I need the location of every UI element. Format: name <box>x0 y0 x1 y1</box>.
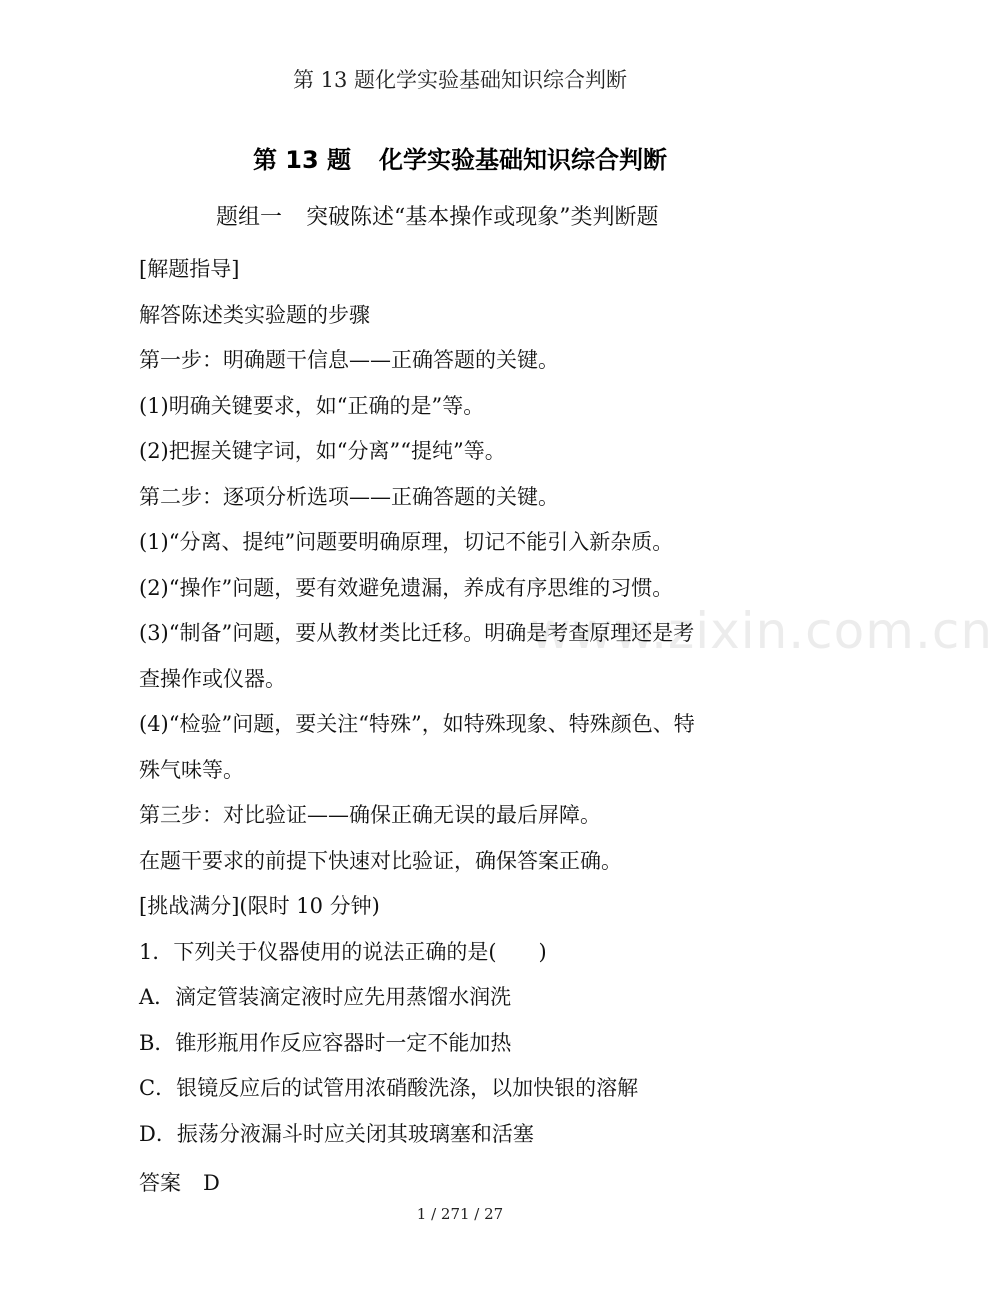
body-line-step-two-item-1: (1)“分离、提纯”问题要明确原理，切记不能引入新杂质。 <box>139 530 674 554</box>
page-number: 1 / 271 / 27 <box>416 1205 504 1223</box>
body-line-challenge-heading: [挑战满分](限时 10 分钟) <box>139 894 380 918</box>
body-line-step-two-item-4-cont: 殊气味等。 <box>139 757 244 782</box>
watermark: www.zixin.com.cn <box>530 602 993 660</box>
body-line-step-one: 第一步：明确题干信息——正确答题的关键。 <box>139 348 559 372</box>
answer-value: D <box>203 1171 220 1195</box>
subtitle-group: 题组一 <box>216 205 283 230</box>
body-line-steps-intro: 解答陈述类实验题的步骤 <box>139 302 370 327</box>
title-number: 第 13 题 <box>252 146 352 174</box>
body-line-step-three: 第三步：对比验证——确保正确无误的最后屏障。 <box>139 803 601 827</box>
question-stem: 1．下列关于仪器使用的说法正确的是( ) <box>139 939 547 964</box>
body-line-step-two-item-3: (3)“制备”问题，要从教材类比迁移。明确是考查原理还是考 <box>139 621 695 645</box>
body-line-step-two-item-3-cont: 查操作或仪器。 <box>139 666 286 691</box>
body-line-step-one-item-2: (2)把握关键字词，如“分离”“提纯”等。 <box>139 439 506 463</box>
question-option-c: C．银镜反应后的试管用浓硝酸洗涤，以加快银的溶解 <box>139 1076 639 1100</box>
body-line-step-three-detail: 在题干要求的前提下快速对比验证，确保答案正确。 <box>139 848 622 873</box>
page-title <box>0 140 920 175</box>
title-text: 化学实验基础知识综合判断 <box>379 146 668 174</box>
subtitle-text: 突破陈述“基本操作或现象”类判断题 <box>306 205 659 230</box>
running-header: 第 13 题化学实验基础知识综合判断 <box>292 68 628 92</box>
question-option-d: D．振荡分液漏斗时应关闭其玻璃塞和活塞 <box>139 1121 534 1146</box>
question-option-b: B．锥形瓶用作反应容器时一定不能加热 <box>139 1030 512 1055</box>
question-option-a: A．滴定管装滴定液时应先用蒸馏水润洗 <box>139 985 512 1009</box>
section-subtitle <box>216 200 659 231</box>
document-body <box>139 247 789 1207</box>
body-line-guide-heading: [解题指导] <box>139 257 240 281</box>
body-line-step-two-item-4: (4)“检验”问题，要关注“特殊”，如特殊现象、特殊颜色、特 <box>139 712 695 736</box>
body-line-step-two: 第二步：逐项分析选项——正确答题的关键。 <box>139 484 559 509</box>
body-line-step-two-item-2: (2)“操作”问题，要有效避免遗漏，养成有序思维的习惯。 <box>139 575 674 600</box>
body-line-step-one-item-1: (1)明确关键要求，如“正确的是”等。 <box>139 393 485 418</box>
answer-label: 答案 <box>139 1171 181 1195</box>
answer-line <box>139 1161 789 1207</box>
